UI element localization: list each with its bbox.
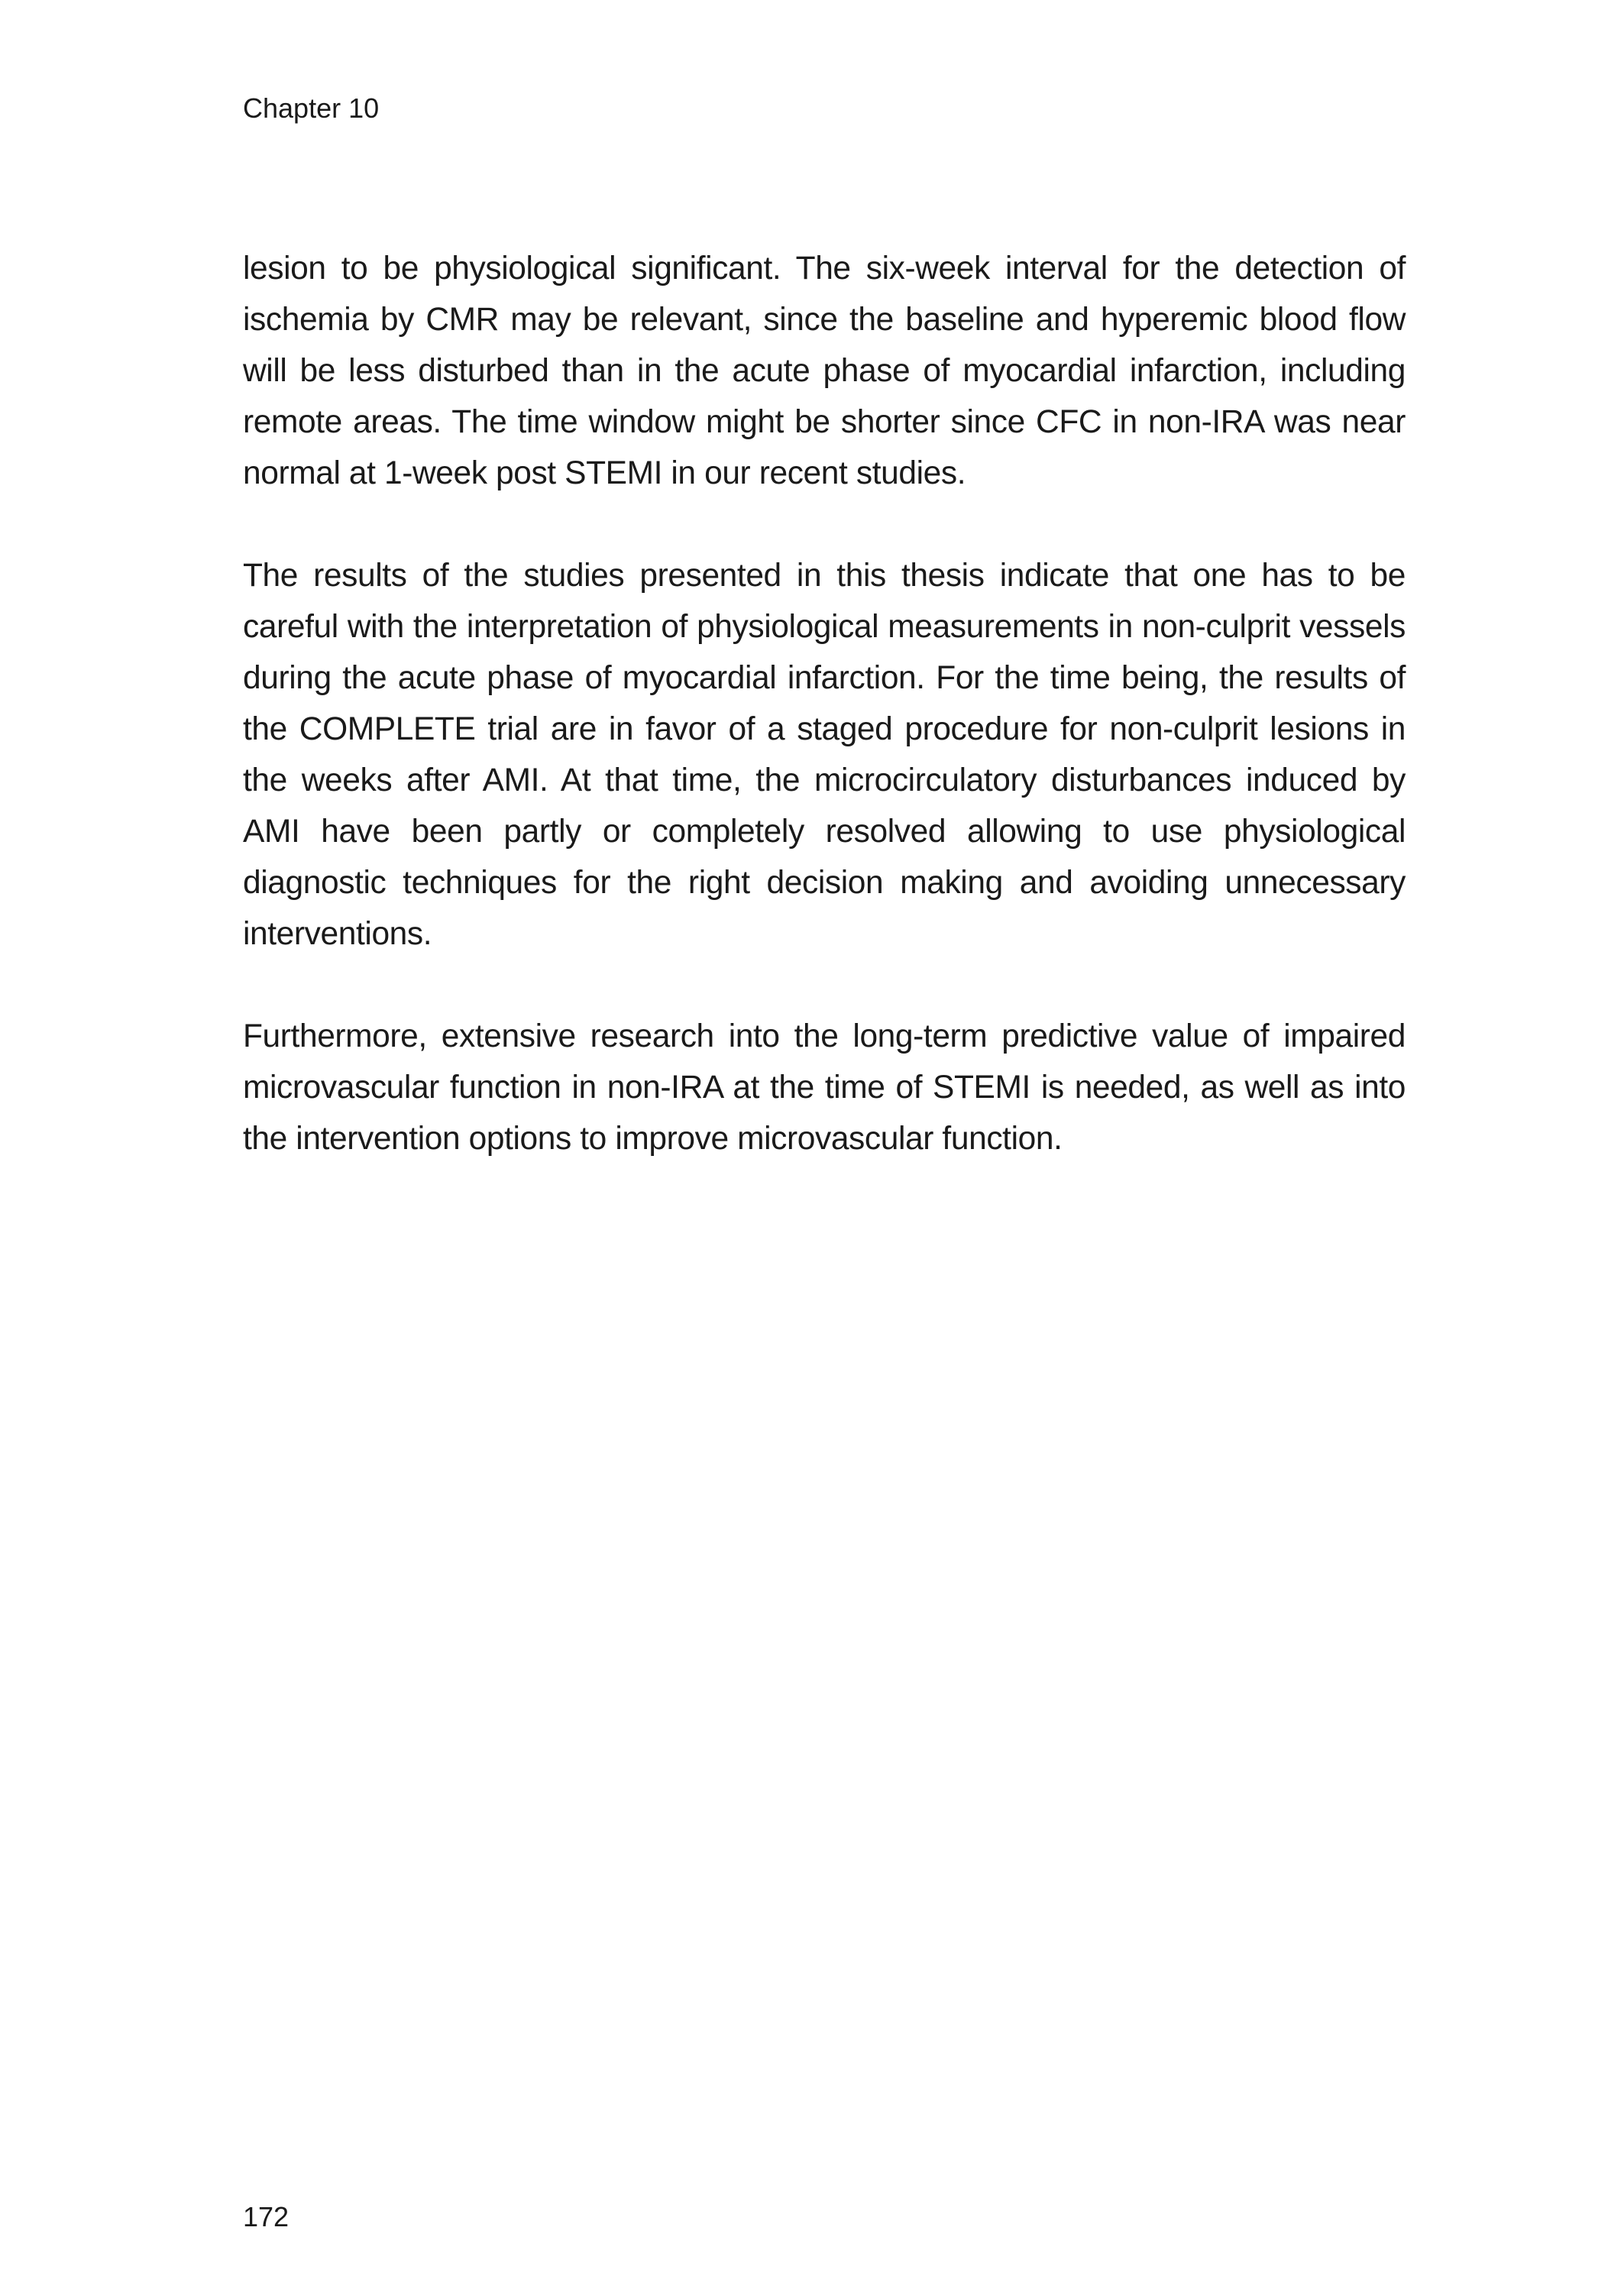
body-text <box>243 243 1406 1216</box>
paragraph-1: lesion to be physiological significant. The six-week interval for the detection of ischemia by CMR may be relevant, since the baseline and hyperemic blood flow will be less disturbed than in the acute phase of myocardial infarction, including remote areas. The time window might be shorter since CFC in non-IRA was near normal at 1-week post STEMI in our recent studies. <box>243 251 1406 491</box>
paragraph-2: The results of the studies presented in this thesis indicate that one has to be careful with the interpretation of physiological measurements in non-culprit vessels during the acute phase of myocardial infarction. For the time being, the results of the COMPLETE trial are in favor of a staged procedure for non-culprit lesions in the weeks after AMI. At that time, the microcirculatory disturbances induced by AMI have been partly or completely resolved allowing to use physiological diagnostic techniques for the right decision making and avoiding unnecessary interventions. <box>243 558 1406 952</box>
page-number: 172 <box>243 2201 290 2232</box>
running-header: Chapter 10 <box>243 92 380 124</box>
paragraph-3: Furthermore, extensive research into the long-term predictive value of impaired microvascular function in non-IRA at the time of STEMI is needed, as well as into the intervention options to improve microvascular function. <box>243 1018 1406 1157</box>
